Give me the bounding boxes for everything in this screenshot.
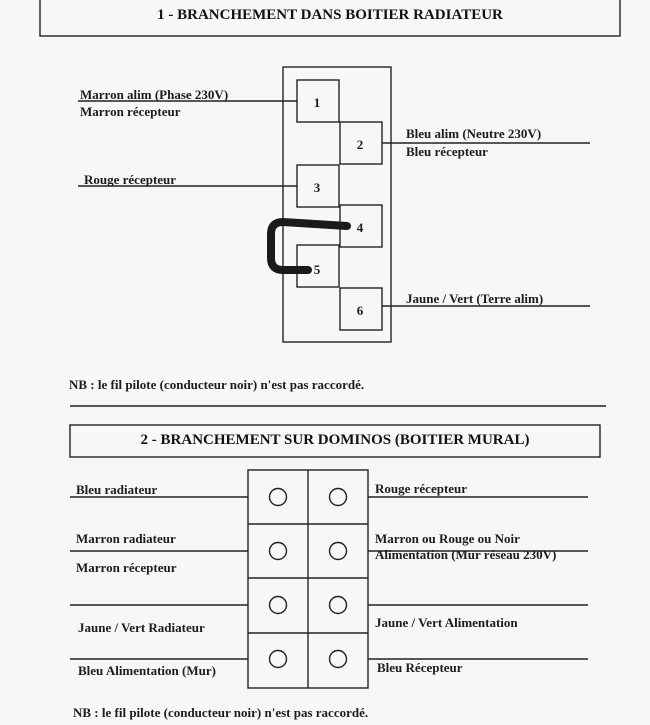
label-bleu-alimentation-mur: Bleu Alimentation (Mur) — [78, 663, 216, 678]
label-rouge-recepteur-domino: Rouge récepteur — [375, 481, 468, 496]
label-jaune-vert-radiateur: Jaune / Vert Radiateur — [78, 620, 205, 635]
domino-screw-2-left — [270, 543, 287, 560]
label-bleu-radiateur: Bleu radiateur — [76, 482, 158, 497]
label-alimentation-mur-reseau: Alimentation (Mur réseau 230V) — [375, 547, 557, 562]
terminal-3-number: 3 — [313, 180, 321, 195]
domino-screw-3-left — [270, 597, 287, 614]
terminal-6-number: 6 — [356, 303, 364, 318]
label-marron-recepteur: Marron récepteur — [80, 104, 181, 119]
terminal-5-number: 5 — [313, 262, 321, 277]
domino-screw-4-right — [330, 651, 347, 668]
label-marron-rouge-noir: Marron ou Rouge ou Noir — [375, 531, 520, 546]
label-marron-radiateur: Marron radiateur — [76, 531, 176, 546]
section1-note: NB : le fil pilote (conducteur noir) n'est pas raccordé. — [69, 377, 365, 392]
section2-note: NB : le fil pilote (conducteur noir) n'est pas raccordé. — [73, 705, 369, 720]
label-marron-recepteur-domino: Marron récepteur — [76, 560, 177, 575]
label-jaune-vert-alimentation: Jaune / Vert Alimentation — [375, 615, 518, 630]
domino-screw-2-right — [330, 543, 347, 560]
terminal-1-number: 1 — [313, 95, 321, 110]
domino-screw-1-right — [330, 489, 347, 506]
section1-title: 1 - BRANCHEMENT DANS BOITIER RADIATEUR — [157, 7, 503, 23]
domino-screw-4-left — [270, 651, 287, 668]
domino-screw-3-right — [330, 597, 347, 614]
terminal-2-number: 2 — [356, 137, 364, 152]
label-bleu-recepteur-domino: Bleu Récepteur — [377, 660, 463, 675]
label-bleu-recepteur: Bleu récepteur — [406, 144, 488, 159]
label-rouge-recepteur: Rouge récepteur — [84, 172, 177, 187]
terminal-4-number: 4 — [356, 220, 364, 235]
label-bleu-alim: Bleu alim (Neutre 230V) — [406, 126, 542, 141]
domino-screw-1-left — [270, 489, 287, 506]
label-jaune-vert-terre: Jaune / Vert (Terre alim) — [406, 291, 544, 306]
section2-title: 2 - BRANCHEMENT SUR DOMINOS (BOITIER MURAL) — [140, 432, 530, 448]
label-marron-alim: Marron alim (Phase 230V) — [80, 87, 229, 102]
